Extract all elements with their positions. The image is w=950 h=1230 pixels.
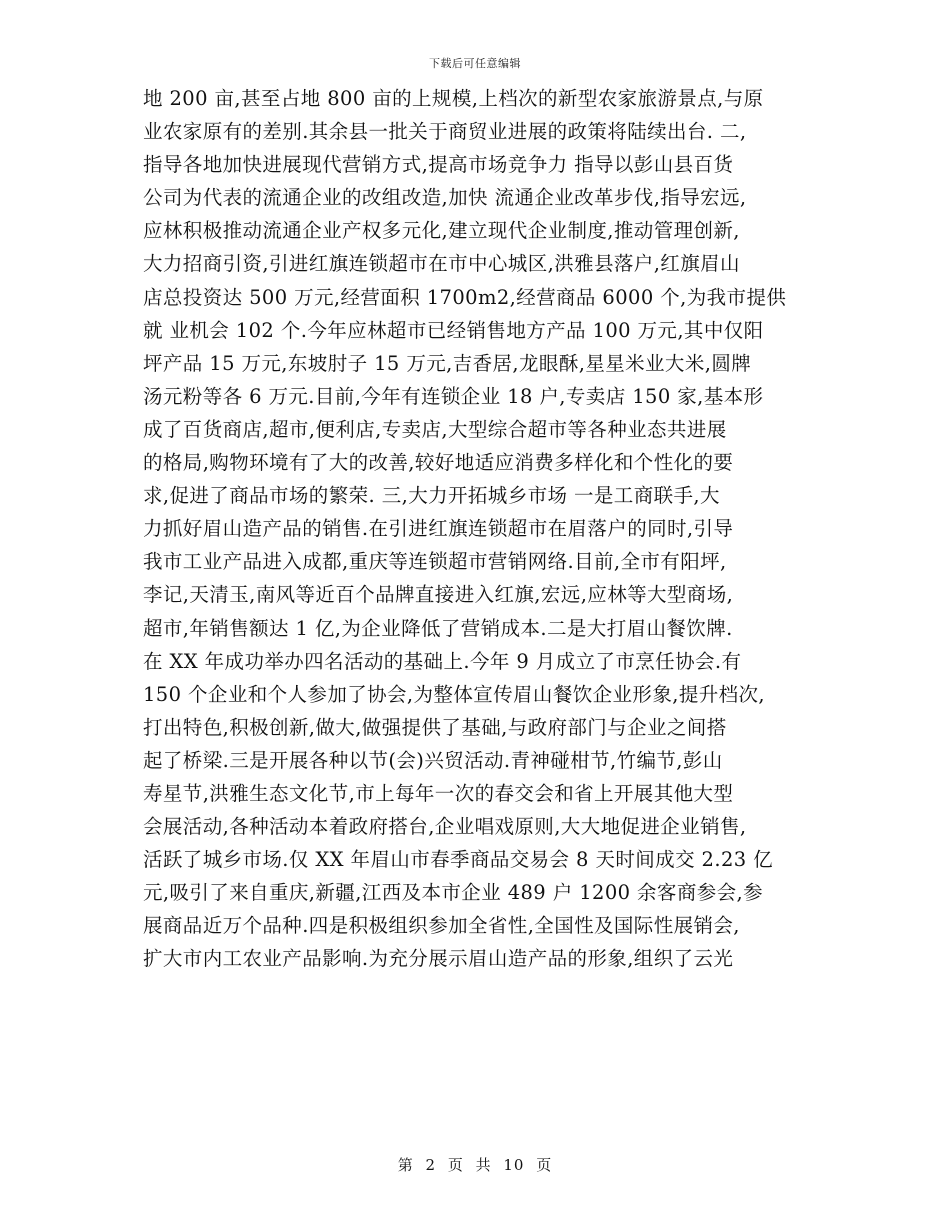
text-line: 起了桥梁.三是开展各种以节(会)兴贸活动.青神碰柑节,竹编节,彭山 (143, 748, 723, 772)
text-line: 地 200 亩,甚至占地 800 亩的上规模,上档次的新型农家旅游景点,与原 (143, 87, 764, 110)
text-line: 会展活动,各种活动本着政府搭台,企业唱戏原则,大大地促进企业销售, (143, 815, 747, 839)
text-line: 店总投资达 500 万元,经营面积 1700m2,经营商品 6000 个,为我市提供 (143, 285, 787, 309)
text-line: 打出特色,积极创新,做大,做强提供了基础,与政府部门与企业之间搭 (143, 715, 727, 739)
text-line: 我市工业产品进入成都,重庆等连锁超市营销网络.目前,全市有阳坪, (143, 550, 727, 574)
text-line: 150 个企业和个人参加了协会,为整体宣传眉山餐饮企业形象,提升档次, (143, 682, 766, 706)
text-line: 活跃了城乡市场.仅 XX 年眉山市春季商品交易会 8 天时间成交 2.23 亿 (143, 848, 774, 872)
text-line: 展商品近万个品种.四是积极组织参加全省性,全国性及国际性展销会, (143, 914, 740, 938)
text-line: 成了百货商店,超市,便利店,专卖店,大型综合超市等各种业态共进展 (143, 417, 727, 441)
text-line: 公司为代表的流通企业的改组改造,加快 流通企业改革步伐,指导宏远, (143, 186, 747, 210)
text-line: 汤元粉等各 6 万元.目前,今年有连锁企业 18 户,专卖店 150 家,基本形 (143, 384, 764, 408)
text-line: 求,促进了商品市场的繁荣. 三,大力开拓城乡市场 一是工商联手,大 (143, 484, 720, 508)
text-line: 的格局,购物环境有了大的改善,较好地适应消费多样化和个性化的要 (143, 451, 734, 475)
text-line: 指导各地加快进展现代营销方式,提高市场竞争力 指导以彭山县百货 (143, 153, 734, 177)
text-line: 元,吸引了来自重庆,新疆,江西及本市企业 489 户 1200 余客商参会,参 (143, 881, 764, 905)
page-footer: 第 2 页 共 10 页 (397, 1156, 553, 1174)
page-header: 下载后可任意编辑 (429, 57, 521, 70)
text-line: 寿星节,洪雅生态文化节,市上每年一次的春交会和省上开展其他大型 (143, 781, 734, 805)
text-line: 力抓好眉山造产品的销售.在引进红旗连锁超市在眉落户的同时,引导 (143, 517, 734, 541)
body-text (143, 82, 815, 976)
text-line: 超市,年销售额达 1 亿,为企业降低了营销成本.二是大打眉山餐饮牌. (143, 616, 733, 640)
text-line: 扩大市内工农业产品影响.为充分展示眉山造产品的形象,组织了云光 (143, 947, 734, 971)
text-line: 在 XX 年成功举办四名活动的基础上.今年 9 月成立了市烹任协会.有 (143, 649, 742, 673)
text-line: 坪产品 15 万元,东坡肘子 15 万元,吉香居,龙眼酥,星星米业大米,圆牌 (143, 351, 752, 375)
text-line: 大力招商引资,引进红旗连锁超市在市中心城区,洪雅县落户,红旗眉山 (143, 252, 740, 276)
text-line: 业农家原有的差别.其余县一批关于商贸业进展的政策将陆续出台. 二, (143, 120, 747, 144)
text-line: 就 业机会 102 个.今年应林超市已经销售地方产品 100 万元,其中仅阳 (143, 318, 764, 342)
text-line: 应林积极推动流通企业产权多元化,建立现代企业制度,推动管理创新, (143, 219, 740, 243)
text-line: 李记,天清玉,南风等近百个品牌直接进入红旗,宏远,应林等大型商场, (143, 583, 734, 607)
